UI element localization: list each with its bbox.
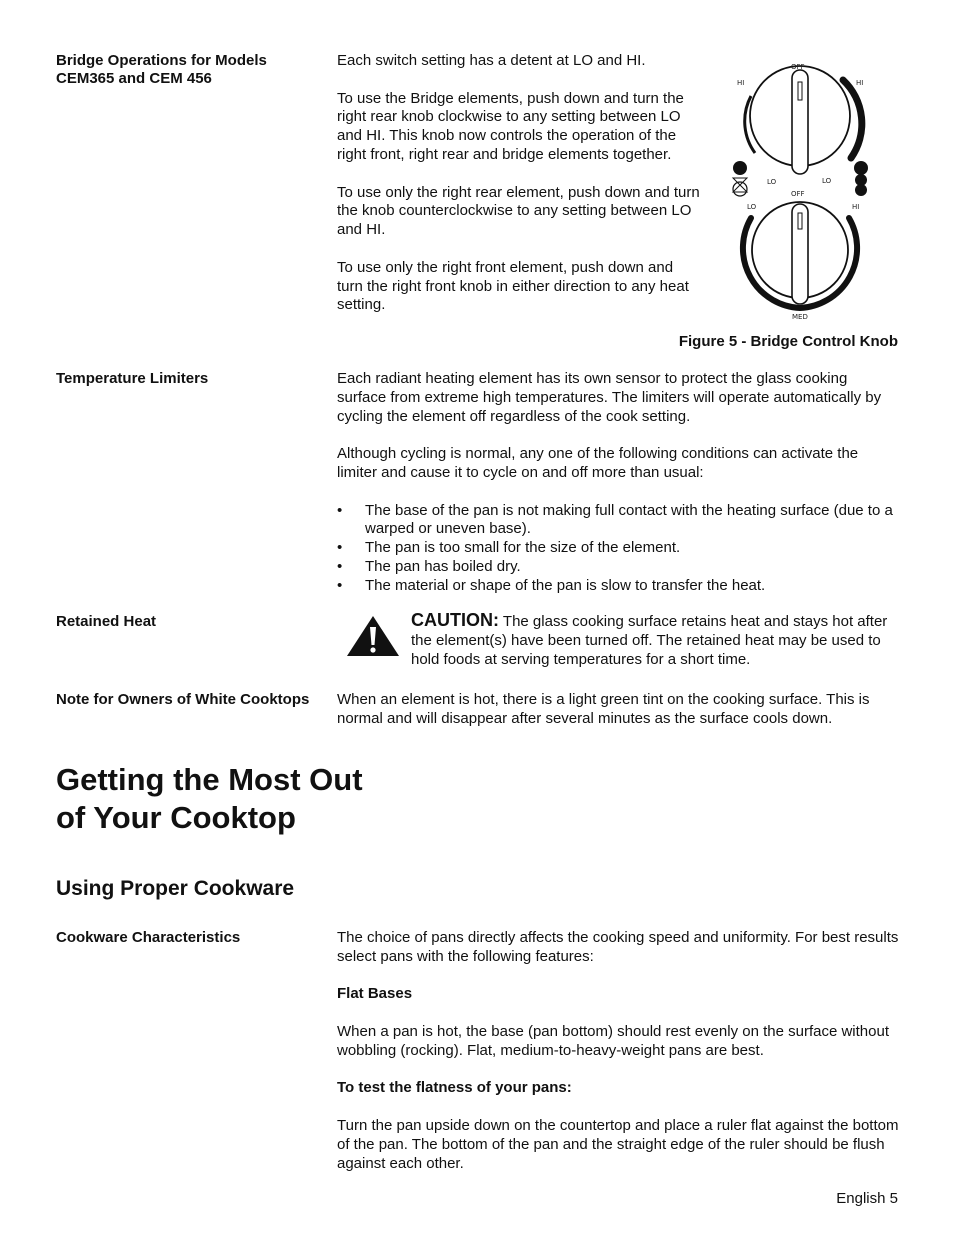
figure-caption: Figure 5 - Bridge Control Knob — [678, 333, 898, 350]
condition-list — [337, 502, 900, 596]
cookware-intro: The choice of pans directly affects the cooking speed and uniformity. For best results select pans with the following features: — [337, 929, 899, 965]
flatness-test-text: Turn the pan upside down on the countertop and place a ruler flat against the bottom of the pan. The bottom of the pan and the straight edge of the ruler should be flush against each other. — [337, 1116, 899, 1172]
white-cooktops-text: When an element is hot, there is a light green tint on the cooking surface. This is normal and will disappear after several minutes as the surface cools down. — [337, 691, 870, 727]
knob-label-off: OFF — [791, 190, 805, 198]
front-knob-icon — [743, 202, 860, 308]
flat-bases-heading: Flat Bases — [337, 985, 413, 1003]
knob-label-hi: HI — [737, 79, 745, 87]
knob-label-med: MED — [792, 313, 808, 321]
bridge-heading: Bridge Operations for Models CEM365 and CEM 456 — [56, 52, 267, 87]
bridge-body — [337, 52, 702, 315]
bridge-para: To use only the right rear element, push down and turn the knob counterclockwise to any setting between LO and HI. — [337, 183, 700, 239]
section-title: Getting the Most Out of Your Cooktop — [56, 762, 363, 835]
flat-bases-text: When a pan is hot, the base (pan bottom) should rest evenly on the surface without wobbling (rocking). Flat, medium-to-heavy-weight pans are best. — [337, 1022, 889, 1059]
temperature-body — [337, 370, 900, 596]
subsection-title: Using Proper Cookware — [56, 877, 295, 900]
knob-label-hi: HI — [856, 79, 864, 87]
temperature-heading: Temperature Limiters — [56, 370, 209, 387]
caution-label: CAUTION: — [411, 610, 499, 630]
knob-label-lo: LO — [767, 178, 777, 186]
flatness-test-heading: To test the flatness of your pans: — [337, 1079, 572, 1097]
temperature-para: Although cycling is normal, any one of the following conditions can activate the limiter and cause it to cycle on and off more than usual: — [337, 445, 859, 481]
caution-text: CAUTION: The glass cooking surface retains heat and stays hot after the element(s) have been turned off. The retained heat may be used to hold foods at serving temperatures for a short time. — [411, 610, 888, 668]
bridge-control-knob-figure — [725, 58, 875, 323]
list-item: • The base of the pan is not making full contact with the heating surface (due to a warped or uneven base). — [337, 501, 893, 538]
list-item: • The material or shape of the pan is slow to transfer the heat. — [337, 576, 766, 594]
page-number: English 5 — [836, 1190, 898, 1207]
bridge-para: To use only the right front element, push down and turn the right front knob in either direction to any heat setting. — [337, 258, 689, 314]
bridge-para: Each switch setting has a detent at LO and HI. — [337, 52, 646, 69]
list-item: • The pan is too small for the size of the element. — [337, 539, 681, 557]
cookware-body — [337, 929, 900, 1173]
bridge-para: To use the Bridge elements, push down and turn the right rear knob clockwise to any setting between LO and HI. This knob now controls the operation of the right front, right rear and bridge elements together. — [337, 89, 684, 163]
retained-heat-heading: Retained Heat — [56, 613, 157, 630]
element-indicator-right-icon — [854, 161, 868, 196]
temperature-para: Each radiant heating element has its own sensor to protect the glass cooking surface from extreme high temperatures. The limiters will operate automatically by cycling the element off regardless of the cook setting. — [337, 370, 882, 425]
knob-label-hi: HI — [852, 203, 860, 211]
cookware-heading: Cookware Characteristics — [56, 929, 241, 946]
knob-label-lo: LO — [822, 177, 832, 185]
rear-knob-icon — [745, 66, 862, 174]
white-cooktops-heading: Note for Owners of White Cooktops — [56, 691, 310, 708]
list-item: • The pan has boiled dry. — [337, 557, 521, 575]
knob-label-lo: LO — [747, 203, 757, 211]
knob-label-off: OFF — [791, 63, 805, 71]
element-indicator-left-icon — [733, 161, 747, 196]
warning-triangle-icon — [345, 614, 401, 658]
